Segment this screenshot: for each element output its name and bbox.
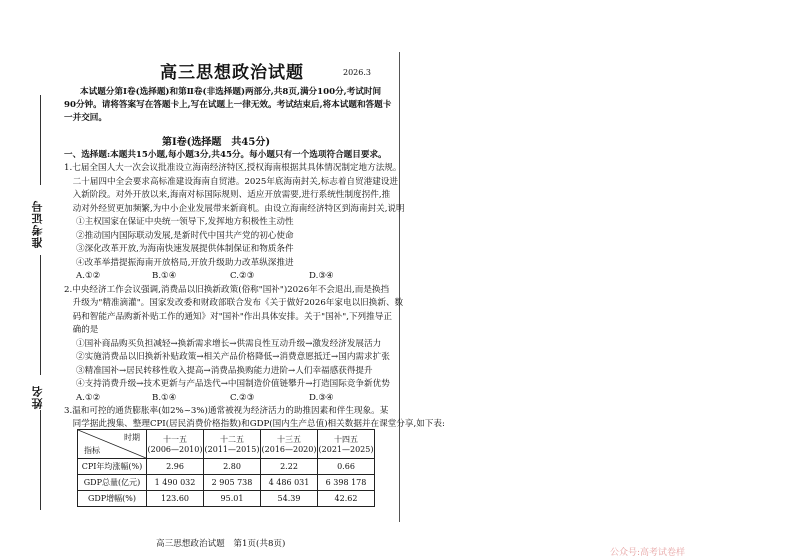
corner-bottom-label: 指标 — [84, 446, 100, 455]
period-name: 十一五 — [163, 435, 187, 444]
table-row — [78, 475, 375, 491]
q2-line: 2.中央经济工作会议强调,消费品以旧换新政策(俗称"国补")2026年不会退出,而是换挡 — [64, 285, 390, 295]
q1-line: 二十届四中全会要求高标准建设海南自贸港。2025年底海南封关,标志着自贸港建设进 — [64, 177, 398, 187]
q1-option: B.①④ — [152, 271, 177, 281]
period-name: 十三五 — [277, 435, 301, 444]
q1-option: C.②③ — [230, 271, 255, 281]
q2-statement: ④支持消费升级→技术更新与产品迭代→中国制造价值链攀升→打造国际竞争新优势 — [76, 379, 390, 389]
period-header — [318, 430, 375, 459]
section-title: 第Ⅰ卷(选择题 共45分) — [162, 137, 271, 148]
table-corner-cell — [78, 430, 147, 459]
period-header — [204, 430, 261, 459]
period-years: (2016—2020) — [261, 445, 317, 454]
table-cell: 2.96 — [147, 459, 204, 475]
section-instructions: 一、选择题:本题共15小题,每小题3分,共45分。每小题只有一个选项符合题目要求。 — [64, 150, 387, 160]
q2-line: 确的是 — [64, 325, 99, 335]
q3-line: 3.温和可控的通货膨胀率(如2%~3%)通常被视为经济活力的助推因素和伴生现象。某 — [64, 406, 389, 416]
table-cell: 4 486 031 — [261, 475, 318, 491]
corner-top-label: 时期 — [124, 433, 140, 442]
period-name: 十二五 — [220, 435, 244, 444]
name-label: 姓名 — [31, 385, 44, 409]
data-table — [77, 429, 375, 507]
exam-id-label: 准考证号 — [31, 200, 44, 248]
row-label: GDP增幅(%) — [78, 491, 147, 507]
q1-statement: ③深化改革开放,为海南快速发展提供体制保证和物质条件 — [76, 244, 294, 254]
q2-line: 升级为"精准滴灌"。国家发改委和财政部联合发布《关于做好2026年家电以旧换新、数 — [64, 298, 404, 308]
table-row — [78, 459, 375, 475]
table-cell: 2.80 — [204, 459, 261, 475]
table-cell: 42.62 — [318, 491, 375, 507]
q2-statement: ②实施消费品以旧换新补贴政策→相关产品价格降低→消费意愿抵迁→国内需求扩张 — [76, 352, 390, 362]
table-cell: 54.39 — [261, 491, 318, 507]
q1-line: 动对外经贸更加频繁,为中小企业发展带来新商机。由设立海南经济特区到海南封关,说明 — [64, 204, 405, 214]
table-cell: 6 398 178 — [318, 475, 375, 491]
period-header — [261, 430, 318, 459]
q1-option: D.③④ — [309, 271, 334, 281]
table-cell: 1 490 032 — [147, 475, 204, 491]
q2-line: 码和智能产品购新补贴工作的通知》对"国补"作出具体安排。关于"国补",下列推导正 — [64, 312, 392, 322]
binding-line — [40, 410, 42, 510]
table-row — [78, 491, 375, 507]
table-cell: 0.66 — [318, 459, 375, 475]
binding-line — [40, 95, 42, 185]
instruction-line: 本试题分第Ⅰ卷(选择题)和第Ⅱ卷(非选择题)两部分,共8页,满分100分,考试时间 — [80, 87, 382, 97]
q1-statement: ④改革举措提振海南开放格局,开放升级助力改革纵深推进 — [76, 258, 294, 268]
q2-statement: ③精准国补→居民转移性收入提高→消费品换购能力进阶→人们幸福感获得提升 — [76, 366, 373, 376]
row-label: CPI年均涨幅(%) — [78, 459, 147, 475]
q2-option: B.①④ — [152, 393, 177, 403]
q2-statement: ①国补商品购买负担减轻→换新需求增长→供需良性互动升级→激发经济发展活力 — [76, 339, 382, 349]
period-name: 十四五 — [334, 435, 358, 444]
q1-line: 1.七届全国人大一次会议批准设立海南经济特区,授权海南根据其具体情况制定地方法规。 — [64, 163, 402, 173]
q2-option: C.②③ — [230, 393, 255, 403]
table-cell: 2 905 738 — [204, 475, 261, 491]
binding-line — [40, 255, 42, 375]
period-years: (2011—2015) — [204, 445, 260, 454]
exam-date: 2026.3 — [343, 68, 371, 77]
q1-line: 入新阶段。对外开放以来,海南对标国际规则、适应开放需要,进行系统性制度拐件,推 — [64, 190, 391, 200]
page-title: 高三思想政治试题 — [160, 63, 304, 83]
q1-option: A.①② — [76, 271, 101, 281]
q2-option: D.③④ — [309, 393, 334, 403]
q1-statement: ①主权国家在保证中央统一领导下,发挥地方积极性主动性 — [76, 217, 294, 227]
instruction-line: 90分钟。请将答案写在答题卡上,写在试题上一律无效。考试结束后,将本试题和答题卡 — [64, 100, 392, 110]
q1-statement: ②推动国内国际联动发展,是新时代中国共产党的初心使命 — [76, 231, 294, 241]
instruction-line: 一并交回。 — [64, 113, 107, 123]
table-cell: 2.22 — [261, 459, 318, 475]
table-cell: 95.01 — [204, 491, 261, 507]
period-years: (2021—2025) — [318, 445, 374, 454]
row-label: GDP总量(亿元) — [78, 475, 147, 491]
table-cell: 123.60 — [147, 491, 204, 507]
column-divider — [399, 52, 400, 522]
watermark: 公众号:高考试卷样 — [610, 548, 686, 558]
period-header — [147, 430, 204, 459]
q2-option: A.①② — [76, 393, 101, 403]
page-footer: 高三思想政治试题 第1页(共8页) — [156, 539, 286, 549]
period-years: (2006—2010) — [147, 445, 203, 454]
q3-line: 同学据此搜集、整理CPI(居民消费价格指数)和GDP(国内生产总值)相关数据并在课堂分享,如下表: — [64, 419, 445, 429]
